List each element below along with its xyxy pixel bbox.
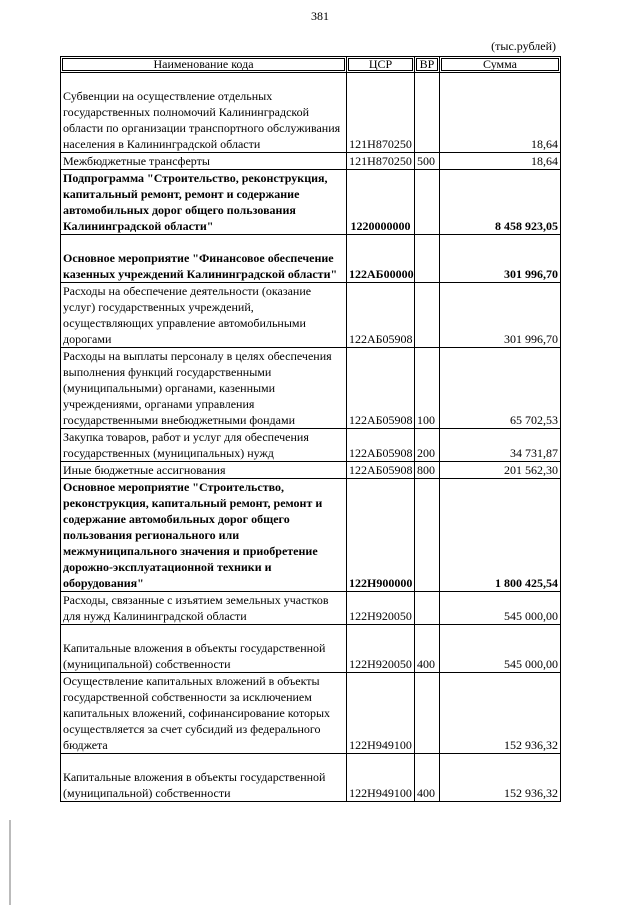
table-row [61, 170, 561, 235]
cell-name: Капитальные вложения в объекты государственной (муниципальной) собственности [61, 754, 347, 802]
cell-sum: 301 996,70 [440, 235, 561, 283]
cell-vr: 500 [415, 153, 440, 170]
cell-csr: 122АБ05908 [347, 348, 415, 429]
cell-vr [415, 283, 440, 348]
cell-name: Основное мероприятие "Финансовое обеспечение казенных учреждений Калининградской области" [61, 235, 347, 283]
cell-name: Расходы на выплаты персоналу в целях обеспечения выполнения функций государственными (муниципальными) органами, казенными учреждениями, органами управления государственными внебюджетными фондами [61, 348, 347, 429]
cell-name: Капитальные вложения в объекты государственной (муниципальной) собственности [61, 625, 347, 673]
cell-vr: 800 [415, 462, 440, 479]
cell-name: Подпрограмма "Строительство, реконструкция, капитальный ремонт, ремонт и содержание автомобильных дорог общего пользования Калининградской области" [61, 170, 347, 235]
cell-sum: 18,64 [440, 153, 561, 170]
cell-vr [415, 235, 440, 283]
cell-csr: 1220000000 [347, 170, 415, 235]
table-row [61, 479, 561, 592]
cell-name: Основное мероприятие "Строительство, реконструкция, капитальный ремонт, ремонт и содержание автомобильных дорог общего пользования регионального или межмуниципального значения и приобретение дорожно-эксплуатационной техники и оборудования" [61, 479, 347, 592]
cell-vr [415, 479, 440, 592]
page-number: 381 [311, 9, 329, 23]
cell-name: Осуществление капитальных вложений в объекты государственной собственности за исключением капитальных вложений, софинансирование которых осуществляется за счет субсидий из федерального бюджета [61, 673, 347, 754]
cell-sum: 152 936,32 [440, 754, 561, 802]
units-label: (тыс.рублей) [491, 39, 556, 53]
cell-csr: 122АБ05908 [347, 462, 415, 479]
table-row [61, 235, 561, 283]
cell-csr: 122Н900000 [347, 479, 415, 592]
cell-csr: 122Н920050 [347, 592, 415, 625]
header-vr: ВР [415, 57, 440, 73]
cell-vr: 400 [415, 625, 440, 673]
table-row [61, 592, 561, 625]
table-row [61, 625, 561, 673]
cell-sum: 301 996,70 [440, 283, 561, 348]
table-row [61, 754, 561, 802]
cell-name: Иные бюджетные ассигнования [61, 462, 347, 479]
table-row [61, 462, 561, 479]
cell-sum: 65 702,53 [440, 348, 561, 429]
cell-sum: 1 800 425,54 [440, 479, 561, 592]
cell-csr: 122Н920050 [347, 625, 415, 673]
cell-sum: 34 731,87 [440, 429, 561, 462]
cell-csr: 121Н870250 [347, 153, 415, 170]
cell-sum: 201 562,30 [440, 462, 561, 479]
cell-vr: 200 [415, 429, 440, 462]
cell-vr [415, 170, 440, 235]
cell-vr [415, 73, 440, 153]
table-row [61, 429, 561, 462]
table-row [61, 153, 561, 170]
table-header-row [61, 57, 561, 73]
cell-csr: 121Н870250 [347, 73, 415, 153]
cell-sum: 18,64 [440, 73, 561, 153]
cell-sum: 545 000,00 [440, 592, 561, 625]
cell-sum: 545 000,00 [440, 625, 561, 673]
cell-name: Субвенции на осуществление отдельных государственных полномочий Калининградской области по организации транспортного обслуживания населения в Калининградской области [61, 73, 347, 153]
budget-table [60, 56, 561, 802]
cell-csr: 122Н949100 [347, 754, 415, 802]
cell-vr [415, 673, 440, 754]
cell-vr: 100 [415, 348, 440, 429]
cell-sum: 152 936,32 [440, 673, 561, 754]
margin-scan-mark [9, 820, 11, 905]
cell-name: Закупка товаров, работ и услуг для обеспечения государственных (муниципальных) нужд [61, 429, 347, 462]
cell-csr: 122АБ05908 [347, 429, 415, 462]
cell-csr: 122АБ00000 [347, 235, 415, 283]
cell-name: Расходы, связанные с изъятием земельных участков для нужд Калининградской области [61, 592, 347, 625]
table-row [61, 283, 561, 348]
cell-vr: 400 [415, 754, 440, 802]
cell-csr: 122Н949100 [347, 673, 415, 754]
header-name: Наименование кода [61, 57, 347, 73]
header-csr: ЦСР [347, 57, 415, 73]
table-row [61, 348, 561, 429]
cell-sum: 8 458 923,05 [440, 170, 561, 235]
cell-name: Межбюджетные трансферты [61, 153, 347, 170]
cell-csr: 122АБ05908 [347, 283, 415, 348]
table-row [61, 73, 561, 153]
header-sum: Сумма [440, 57, 561, 73]
cell-vr [415, 592, 440, 625]
cell-name: Расходы на обеспечение деятельности (оказание услуг) государственных учреждений, осуществляющих управление автомобильными дорогами [61, 283, 347, 348]
table-row [61, 673, 561, 754]
